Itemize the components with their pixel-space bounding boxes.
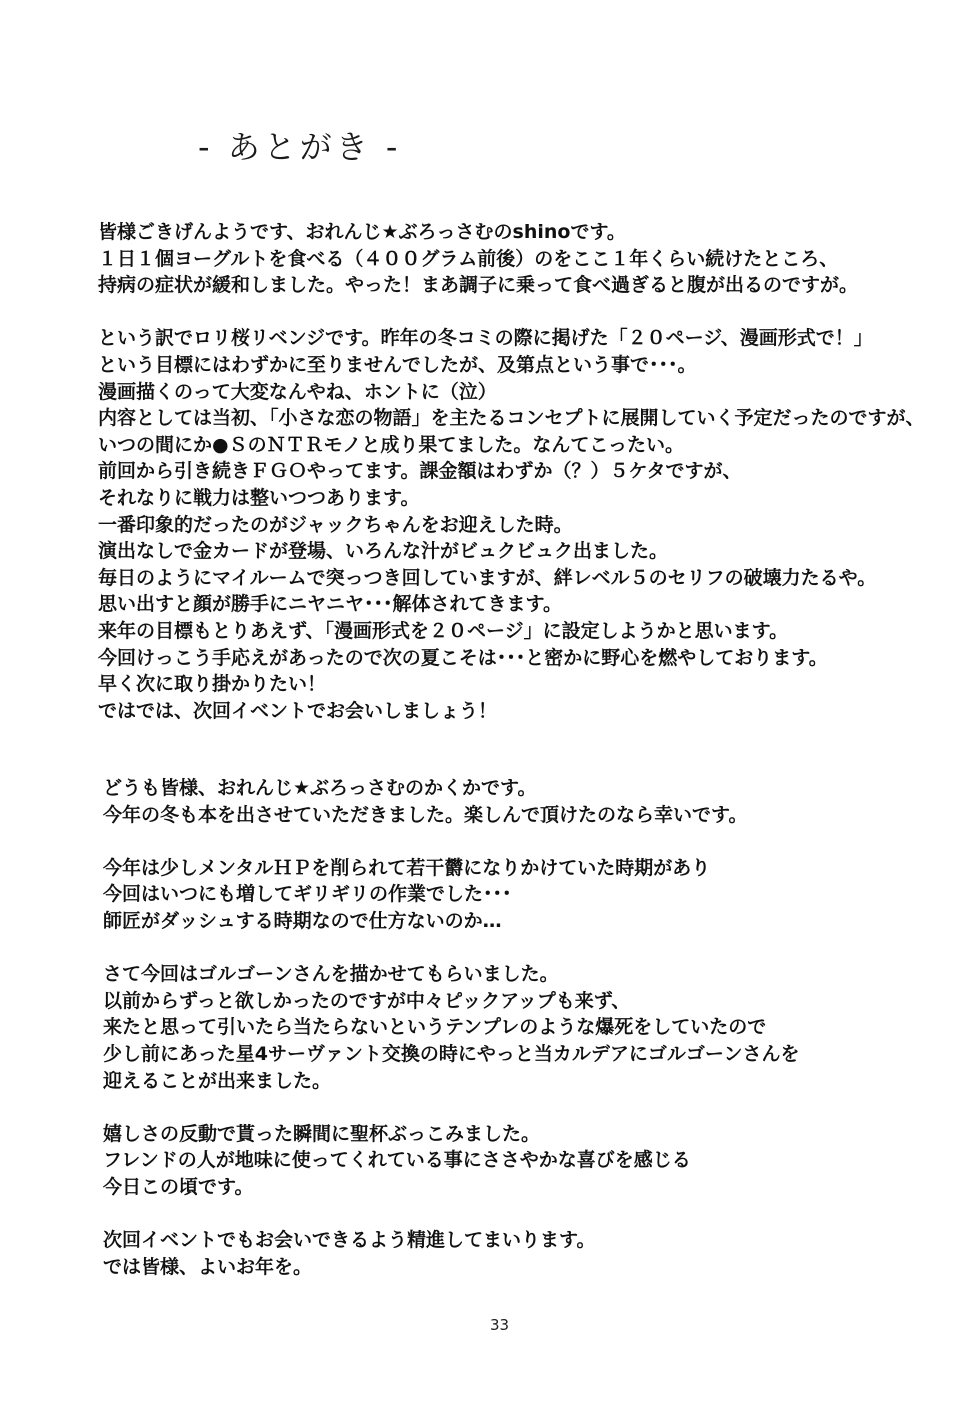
text-line: ではでは、次回イベントでお会いしましょう！ — [98, 699, 498, 722]
text-line: どうも皆様、おれんじ★ぶろっさむのかくかです。 — [103, 777, 537, 799]
text-line: 思い出すと顔が勝手にニヤニヤ･･･解体されてきます。 — [98, 593, 562, 616]
text-line: 漫画描くのって大変なんやね、ホントに（泣） — [98, 380, 497, 403]
text-line: 来年の目標もとりあえず、「漫画形式を２０ページ」に設定しようかと思います。 — [98, 619, 789, 642]
blank-line — [98, 299, 925, 326]
blank-line — [103, 1094, 799, 1121]
text-line: 今年の冬も本を出させていただきました。楽しんで頂けたのなら幸いです。 — [103, 803, 748, 826]
afterword-section-shino — [98, 219, 925, 724]
text-line: では皆様、よいお年を。 — [103, 1255, 313, 1278]
text-line: 少し前にあった星4サーヴァント交換の時にやっと当カルデアにゴルゴーンさんを — [103, 1042, 800, 1065]
blank-line — [103, 935, 799, 962]
text-line: 前回から引き続きＦＧＯやってます。課金額はわずか（？）５ケタですが、 — [98, 460, 742, 483]
text-line: 嬉しさの反動で貰った瞬間に聖杯ぶっこみました。 — [103, 1122, 541, 1145]
text-line: 今日この頃です。 — [103, 1175, 254, 1198]
text-line: 今年は少しメンタルＨＰを削られて若干欝になりかけていた時期があり — [103, 856, 711, 879]
text-line: 持病の症状が緩和しました。やった！まあ調子に乗って食べ過ぎると腹が出るのですが。 — [98, 274, 859, 297]
text-line: １日１個ヨーグルトを食べる（４００グラム前後）のをここ１年くらい続けたところ、 — [98, 247, 839, 270]
text-line: 一番印象的だったのがジャックちゃんをお迎えした時。 — [98, 513, 573, 536]
text-line: 演出なしで金カードが登場、いろんな汁がビュクビュク出ました。 — [98, 540, 669, 563]
text-line: 毎日のようにマイルームで突っつき回していますが、絆レベル５のセリフの破壊力たるや。 — [98, 566, 877, 589]
page-number: 33 — [490, 1316, 510, 1334]
blank-line — [103, 828, 799, 855]
text-line: 早く次に取り掛かりたい！ — [98, 673, 327, 696]
blank-line — [103, 1201, 799, 1228]
text-line: 今回けっこう手応えがあったので次の夏こそは･･･と密かに野心を燃やしております。 — [98, 646, 828, 669]
text-line: 以前からずっと欲しかったのですが中々ピックアップも来ず、 — [103, 989, 631, 1012]
text-line: 次回イベントでもお会いできるよう精進してまいります。 — [103, 1229, 596, 1252]
text-line: 来たと思って引いたら当たらないというテンプレのような爆死をしていたので — [103, 1016, 767, 1039]
text-line: それなりに戦力は整いつつあります。 — [98, 486, 420, 509]
afterword-title: - あとがき - — [198, 128, 402, 166]
text-line: 内容としては当初、「小さな恋の物語」を主たるコンセプトに展開していく予定だったのですが、 — [98, 407, 925, 430]
afterword-section-kakuka — [103, 775, 799, 1280]
text-line: という目標にはわずかに至りませんでしたが、及第点という事で･･･。 — [98, 353, 697, 376]
text-line: 師匠がダッシュする時期なので仕方ないのか… — [103, 909, 502, 932]
text-line: 迎えることが出来ました。 — [103, 1069, 332, 1092]
text-line: 今回はいつにも増してギリギリの作業でした･･･ — [103, 883, 512, 906]
text-line: いつの間にか●ＳのＮＴＲモノと成り果てました。なんてこったい。 — [98, 433, 685, 456]
text-line: フレンドの人が地味に使ってくれている事にささやかな喜びを感じる — [103, 1149, 691, 1172]
text-line: 皆様ごきげんようです、おれんじ★ぶろっさむのshinoです。 — [98, 221, 626, 243]
text-line: という訳でロリ桜リベンジです。昨年の冬コミの際に掲げた「２０ページ、漫画形式で！」 — [98, 327, 873, 350]
text-line: さて今回はゴルゴーンさんを描かせてもらいました。 — [103, 963, 559, 986]
